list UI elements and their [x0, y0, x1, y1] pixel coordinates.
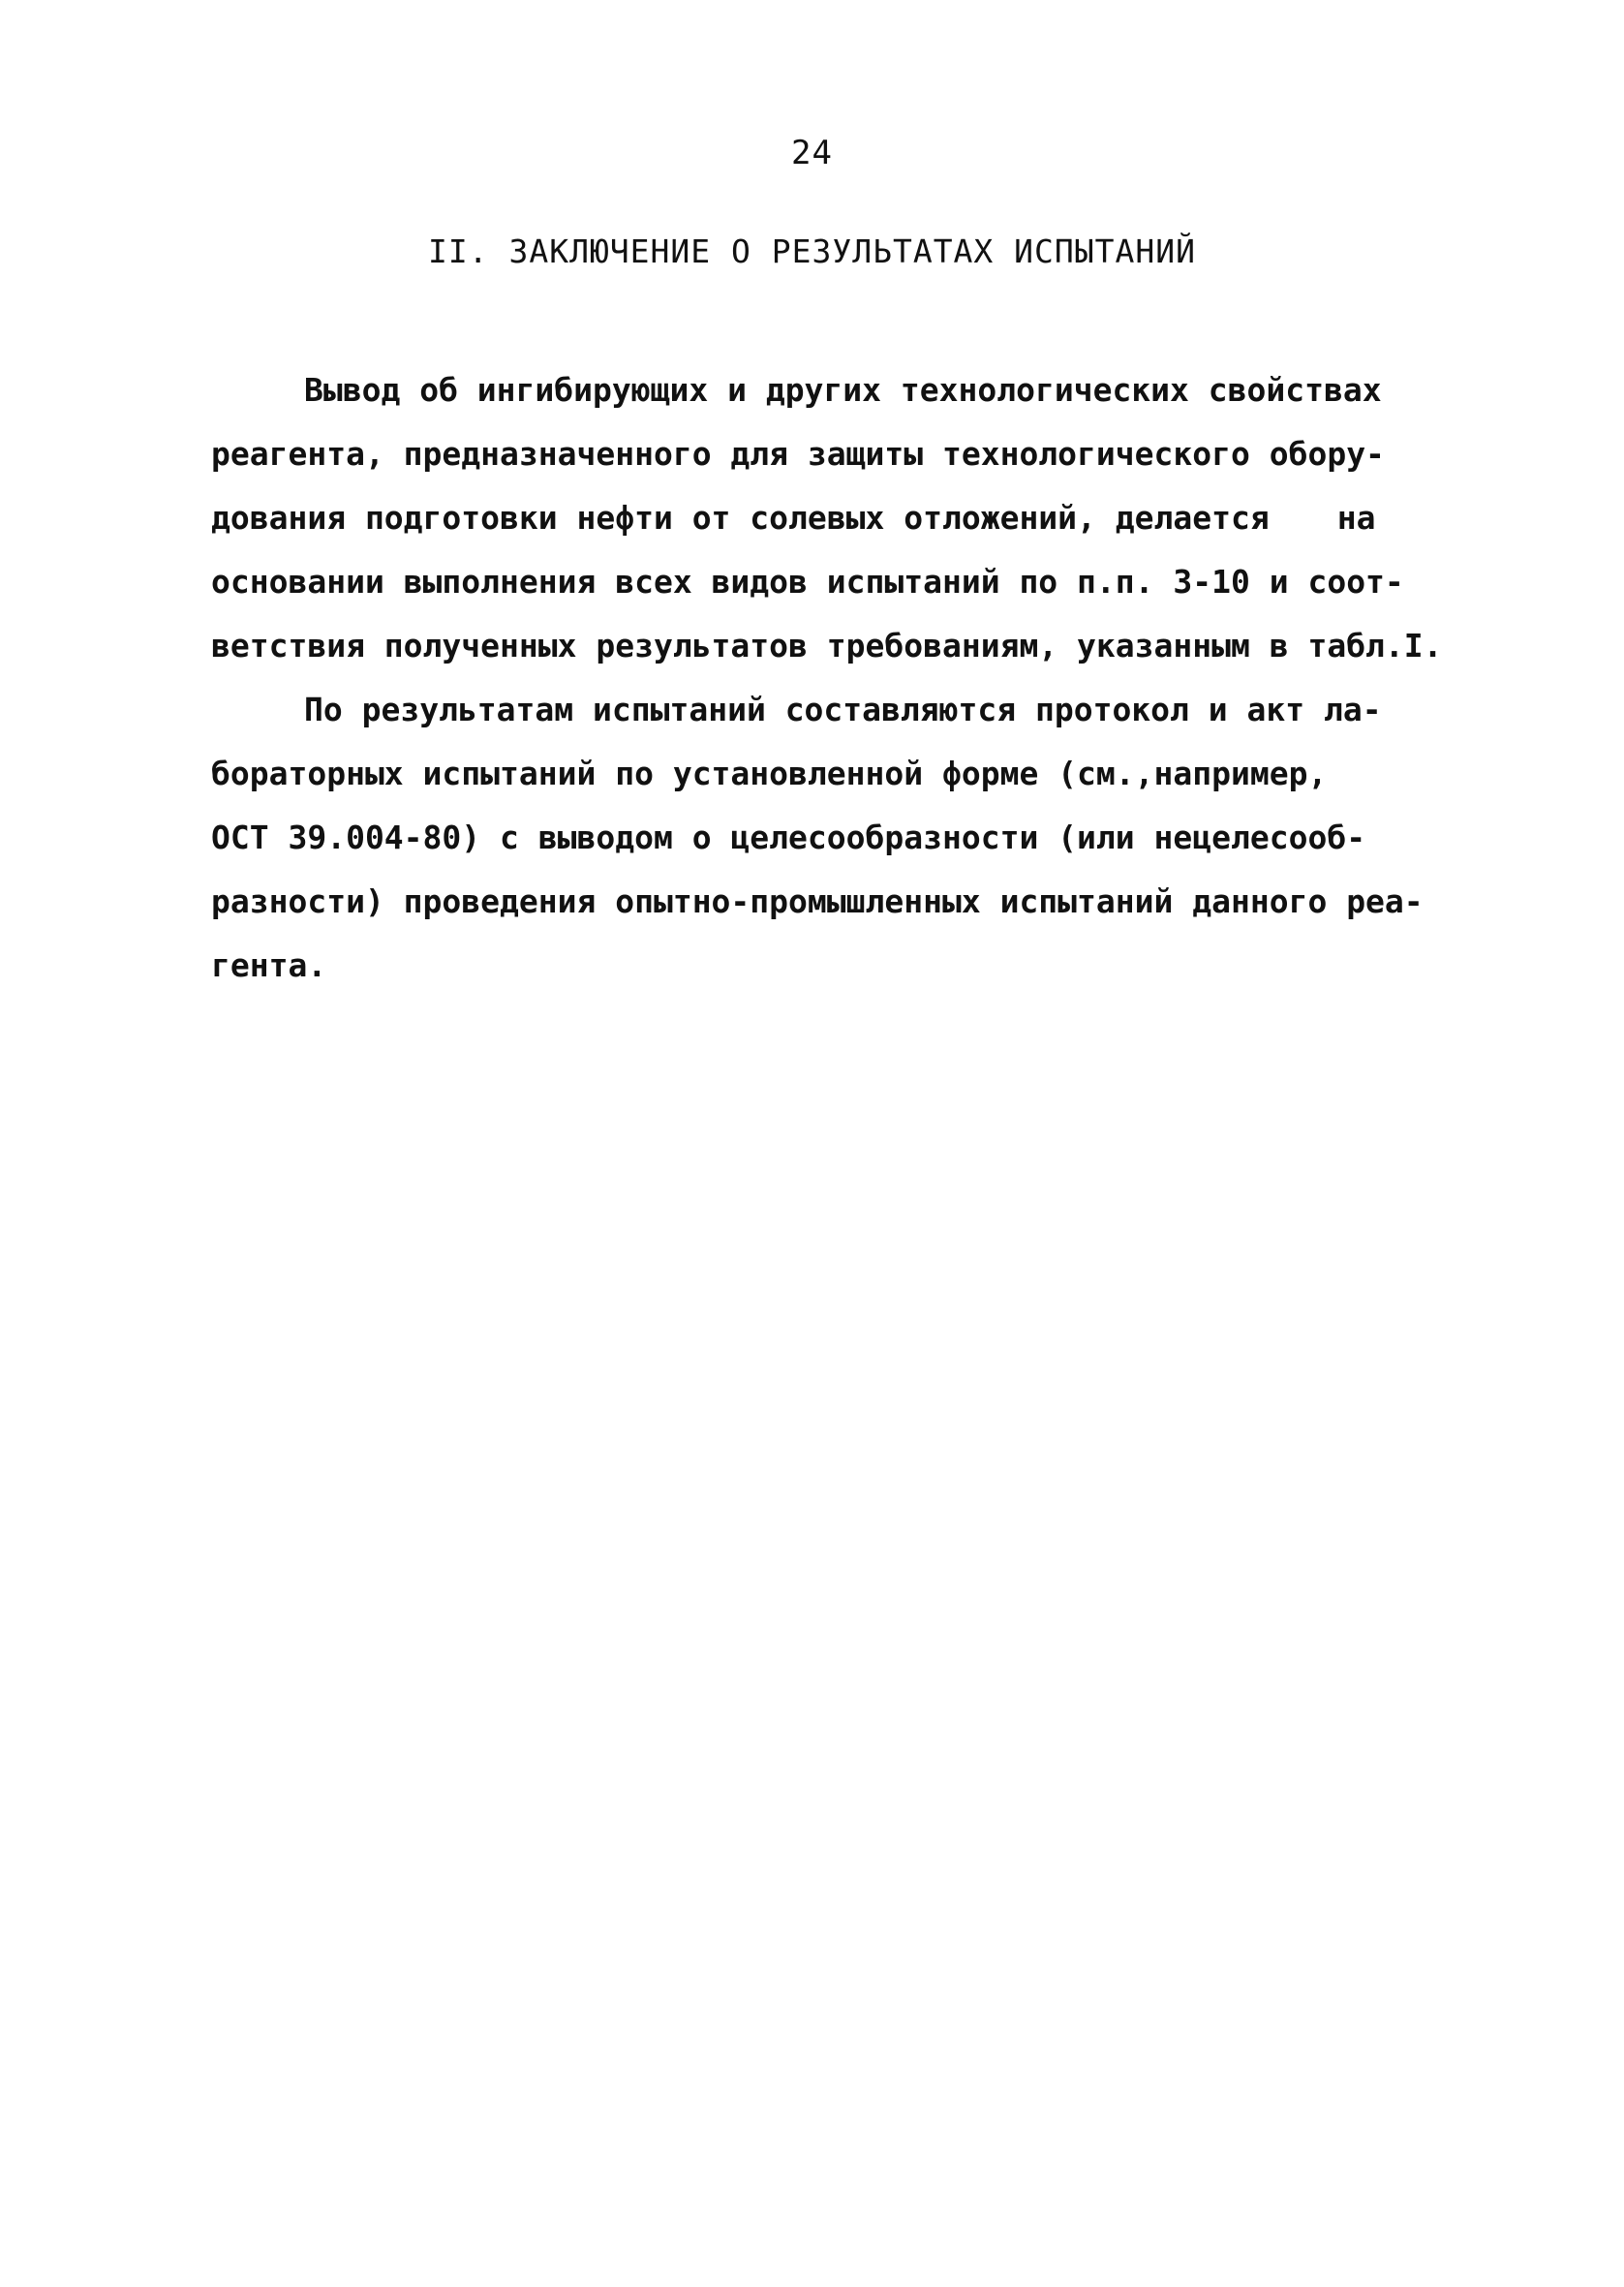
section-title: II. ЗАКЛЮЧЕНИЕ О РЕЗУЛЬТАТАХ ИСПЫТАНИЙ — [428, 232, 1196, 270]
paragraph-line: реагента, предназначенного для защиты технологического обору- — [211, 435, 1385, 473]
paragraph-line: По результатам испытаний составляются протокол и акт ла- — [304, 691, 1382, 728]
paragraph-line — [211, 486, 1451, 550]
page-number: 24 — [791, 134, 833, 172]
paragraph-line: основании выполнения всех видов испытаний по п.п. 3-10 и соот- — [211, 563, 1404, 601]
paragraph-line: ОСТ 39.004-80) с выводом о целесообразности (или нецелесооб- — [211, 819, 1366, 856]
paragraph-line: разности) проведения опытно-промышленных испытаний данного реа- — [211, 882, 1424, 920]
paragraph-line-part: дования подготовки нефти от солевых отложений, делается — [211, 499, 1270, 537]
paragraph-protocol — [211, 678, 1451, 998]
paragraph-line: бораторных испытаний по установленной форме (см.,например, — [211, 755, 1328, 792]
paragraph-conclusion — [211, 358, 1451, 678]
paragraph-line-part: на — [1336, 499, 1376, 537]
paragraph-line: ветствия полученных результатов требованиям, указанным в табл.I. — [211, 627, 1443, 664]
paragraph-line: гента. — [211, 946, 327, 984]
paragraph-line: Вывод об ингибирующих и других технологических свойствах — [304, 371, 1382, 409]
